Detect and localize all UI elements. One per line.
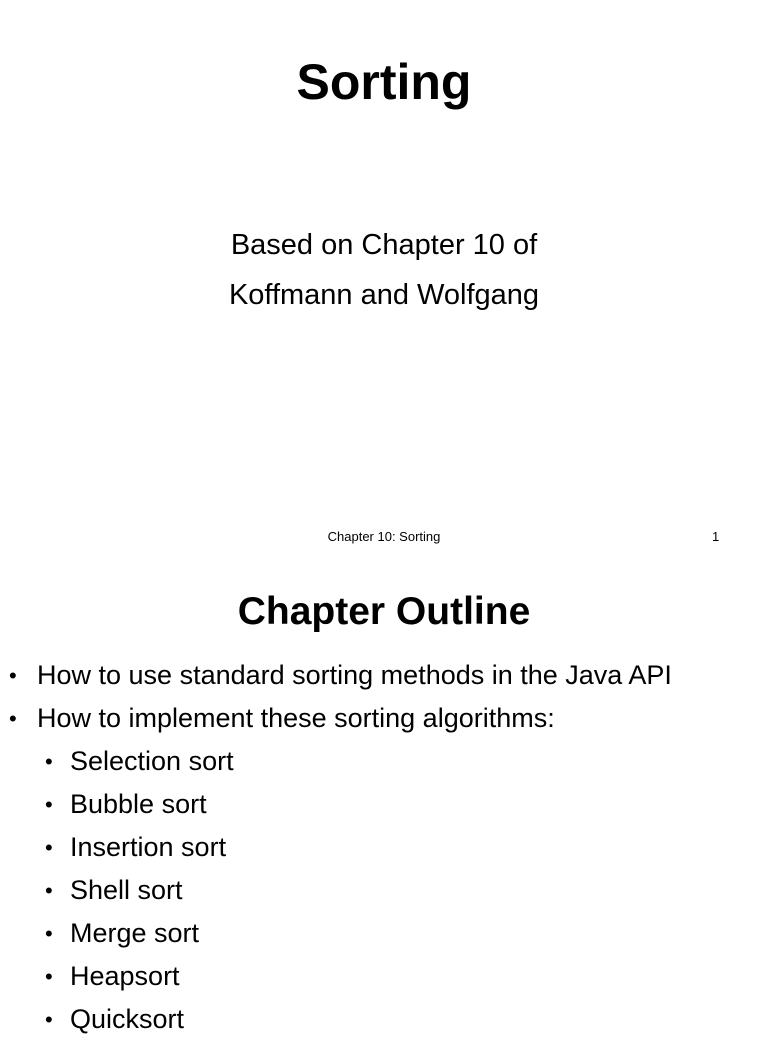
bullet-text: Insertion sort xyxy=(70,832,227,862)
bullet-glyph: • xyxy=(45,964,53,989)
sub-bullet-item xyxy=(0,869,768,912)
bullet-item xyxy=(0,697,768,740)
sub-bullet-item xyxy=(0,783,768,826)
page-number: 1 xyxy=(712,529,720,544)
outline-slide xyxy=(0,560,768,1034)
bullet-text: Selection sort xyxy=(70,746,234,776)
outline-list xyxy=(0,654,768,1041)
bullet-text: How to use standard sorting methods in the Java API xyxy=(37,660,672,690)
bullet-glyph: • xyxy=(9,706,17,731)
bullet-glyph: • xyxy=(45,921,53,946)
bullet-glyph: • xyxy=(45,749,53,774)
bullet-text: Bubble sort xyxy=(70,789,207,819)
sub-bullet-item xyxy=(0,826,768,869)
slide-title: Chapter Outline xyxy=(237,590,531,633)
sub-bullet-item xyxy=(0,998,768,1041)
bullet-text: Quicksort xyxy=(70,1004,185,1034)
bullet-text: Shell sort xyxy=(70,875,183,905)
bullet-glyph: • xyxy=(9,663,17,688)
bullet-glyph: • xyxy=(45,1007,53,1032)
bullet-item xyxy=(0,654,768,697)
slide-title: Sorting xyxy=(296,54,472,110)
bullet-glyph: • xyxy=(45,792,53,817)
bullet-text: Heapsort xyxy=(70,961,180,991)
slide-footer: Chapter 10: Sorting xyxy=(327,529,441,544)
subtitle-line-2: Koffmann and Wolfgang xyxy=(228,279,540,311)
sub-bullet-item xyxy=(0,912,768,955)
bullet-text: How to implement these sorting algorithms: xyxy=(37,703,555,733)
sub-bullet-item xyxy=(0,955,768,998)
sub-bullet-item xyxy=(0,740,768,783)
subtitle-line-1: Based on Chapter 10 of xyxy=(230,229,538,261)
bullet-text: Merge sort xyxy=(70,918,200,948)
bullet-glyph: • xyxy=(45,835,53,860)
bullet-glyph: • xyxy=(45,878,53,903)
